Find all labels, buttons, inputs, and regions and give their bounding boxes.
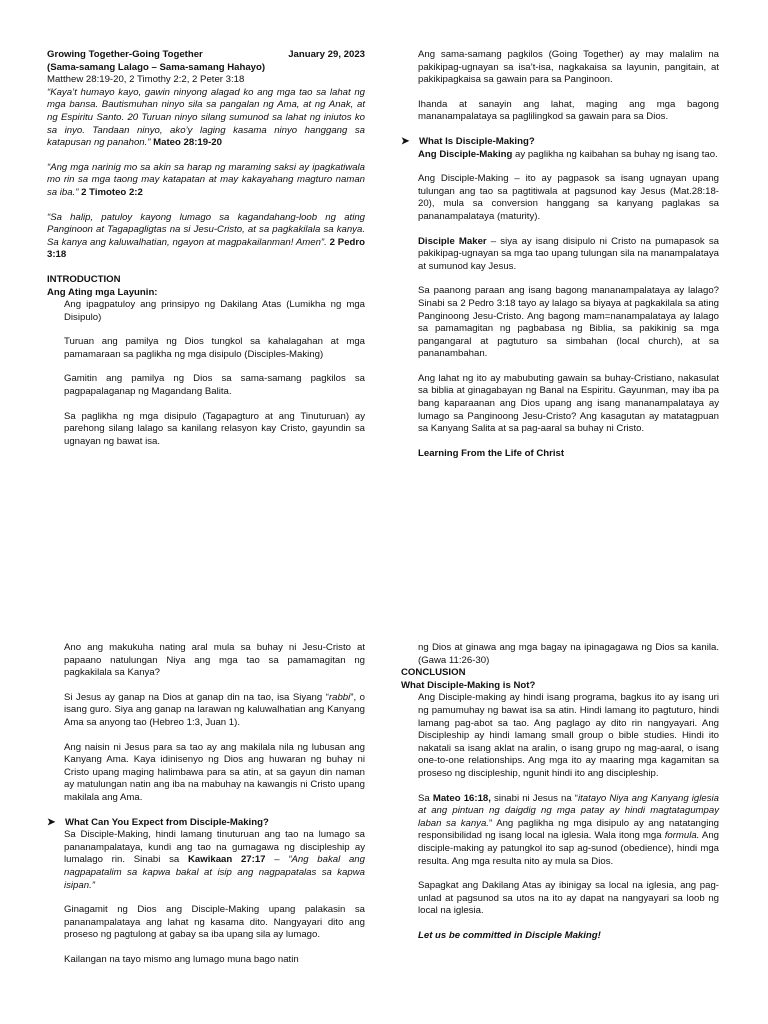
expect-paragraph [47, 829, 365, 892]
disciple-maker-paragraph [401, 236, 719, 274]
god-uses-paragraph: Ginagamit ng Dios ang Disciple-Making upang palakasin sa pananampalataya ang lahat ng kasama dito. Nangyayari dito ang proseso ng pagtulong at gabay sa iba upang sila ay lumago. [64, 904, 365, 941]
matthew-quote: itatayo Niya ang Kanyang iglesia at ang pintuan ng daigdig ng mga patay ay hindi magtatagumpay laban sa kanya. [418, 792, 719, 829]
verse-3-text: “Sa halip, patuloy kayong lumago sa kagandahang-loob ng ating Panginoon at Tagapagligtas na si Jesu-Cristo, at sa pagkakilala sa kanya. Sa kanya ang kaluwalhatian, ngayon at magpakailanman! Amen”. [47, 211, 365, 248]
definition-paragraph [401, 149, 719, 162]
verse-3 [47, 212, 365, 262]
formula-word: formula. [664, 830, 700, 842]
proverbs-quote: “Ang bakal ang nagpapatalim sa kapwa bakal at isip ang nagpapatalas sa kapwa isipan.” [64, 854, 365, 891]
conclusion-heading: CONCLUSION [401, 667, 466, 679]
doc-title: Growing Together-Going Together [47, 49, 203, 60]
expect-heading-text: What Can You Expect from Disciple-Making? [65, 816, 269, 828]
what-is-heading-text: What Is Disciple-Making? [419, 135, 535, 147]
definition-text: ay paglikha ng kaibahan sa buhay ng isang tao. [512, 148, 718, 160]
disciple-maker-text: – siya ay isang disipulo ni Cristo na pumapasok sa pakikipag-ugnayan sa mga tao upang tulungan sila na manampalataya at sumunod kay Jesus. [418, 235, 719, 272]
intro-goal-2: Turuan ang pamilya ng Dios tungkol sa kahalagahan at mga pamamaraan sa paglikha ng mga disipulo (Disciples-Making) [64, 336, 365, 360]
prepare-paragraph: Ihanda at sanayin ang lahat, maging ang mga bagong mananampalataya sa paglilingkod sa gawain para sa Dios. [418, 98, 719, 123]
expect-heading [47, 817, 365, 830]
definition-term: Ang Disciple-Making [418, 148, 513, 160]
matthew-mid: sinabi ni Jesus na “ [490, 792, 578, 804]
what-is-heading [401, 136, 719, 149]
verse-1-ref: Mateo 28:19-20 [153, 137, 222, 149]
jesus-desire-paragraph: Ang naisin ni Jesus para sa tao ay ang makilala nila ng lubusan ang Kanyang Ama. Kaya idinisenyo ng Dios ang huwaran ng buhay ni Cristo upang maging halimbawa para sa atin, at sa gayun din naman ay matulungan natin ang iba na mabuhay na kawangis ni Cristo upang makilala ang Ama. [64, 741, 365, 803]
rabbi-text-a: Si Jesus ay ganap na Dios at ganap din na tao, isa Siyang “ [64, 691, 329, 703]
proverbs-dash: – [265, 854, 289, 866]
intro-goal-4: Sa paglikha ng mga disipulo (Tagapagturo at ang Tinuturuan) ay parehong silang lalago sa kanilang relasyon kay Cristo, gayundin sa ugnayan ng bawat isa. [64, 410, 365, 447]
growth-paragraph: Sa paanong paraan ang isang bagong mananampalataya ay lalago? Sinabi sa 2 Pedro 3:18 tayo ay lalago sa biyaya at pagkakilala sa ating Panginoong Jesu-Cristo. Ang bagong mam=nanampalataya ay lalago sa pamamagitan ng pagbabasa ng Biblia, sa pakikinig sa mga pangangaral at pagtuturo sa simbahan (local church), at sa pananambahan. [418, 285, 719, 360]
rabbi-text-b: ”, o isang guro. Siya ang ganap na larawan ng kaluwalhatian ang Kanyang Ama sa anyong tao (Hebreo 1:3, Juan 1). [64, 691, 365, 728]
top-right-column [401, 49, 719, 460]
matthew-paragraph [401, 793, 719, 869]
matthew-pre: Sa [418, 792, 433, 804]
closing-line: Let us be committed in Disciple Making! [418, 929, 601, 941]
header-row [47, 49, 365, 62]
verse-2-ref: 2 Timoteo 2:2 [81, 186, 143, 198]
verse-1 [47, 87, 365, 150]
grow-first-paragraph: Kailangan na tayo mismo ang lumago muna bago natin [64, 953, 299, 965]
proverbs-ref: Kawikaan 27:17 [187, 854, 266, 866]
great-commission-paragraph: Sapagkat ang Dakilang Atas ay ibinigay sa local na iglesia, ang pag-unlad at pagsunod sa utos na ito ay dapat na nangyayari sa loob ng local na iglesia. [418, 880, 719, 917]
disciple-maker-term: Disciple Maker [418, 235, 487, 247]
learning-heading: Learning From the Life of Christ [418, 447, 565, 459]
bottom-right-column [401, 642, 719, 942]
intro-subheading: Ang Ating mga Layunin: [47, 286, 158, 298]
intro-goal-3: Gamitin ang pamilya ng Dios sa sama-samang pagkilos sa pagpapalaganap ng Magandang Balita. [64, 373, 365, 398]
lesson-question-paragraph: Ano ang makukuha nating aral mula sa buhay ni Jesu-Cristo at papaano natulungan Niya ang mga tao sa pamamagitan ng pagkakilala sa Kanya? [64, 642, 365, 679]
arrow-bullet-icon: ➤ [47, 816, 56, 828]
arrow-bullet-icon: ➤ [401, 135, 410, 147]
doc-subtitle: (Sama-samang Lalago – Sama-samang Hahayo) [47, 61, 266, 73]
not-program-paragraph: Ang Disciple-making ay hindi isang programa, bagkus ito ay isang uri ng pamumuhay ng bawat isa sa atin. Hindi lamang ito pagtuturo, hindi lamang pag-abot sa tao. Ang paglago ay dito rin nangyayari. Ang Discipleship ay hindi lamang small group o bible studies. Hindi ito nakatali sa isang aklat na aralin, o isang grupo ng mag-aaral, o isang one-to-one relationships. Ang mga ito ay maaring mga kagamitan sa proseso ng discipleship, ngunit hindi ito ang discipleship. [418, 692, 719, 779]
not-heading: What Disciple-Making is Not? [401, 679, 536, 691]
top-left-column [47, 49, 365, 448]
expect-text: Sa Disciple-Making, hindi lamang tinuturuan ang tao na lumago sa pananampalataya, kundi ang tao na gumagawa ng discipleship ay lumalago rin. Sinabi sa [64, 829, 365, 866]
jesus-rabbi-paragraph [47, 692, 365, 730]
matthew-post-1: ” Ang paglikha ng mga disipulo ay ang natatanging responsibilidad ng isang local na iglesia. Wala itong mga [418, 817, 720, 842]
disciple-making-paragraph: Ang Disciple-Making – ito ay pagpasok sa isang ugnayan upang tulungan ang tao sa pagtitiwala at pagsunod kay Jesus (Mat.28:18-20), mula sa conversion hanggang sa kanyang paglakas sa pananampalataya (maturity). [418, 173, 719, 222]
rabbi-word: rabbi [328, 691, 351, 703]
verse-3-ref: 2 Pedro 3:18 [47, 236, 365, 261]
verse-1-text: “Kaya’t humayo kayo, gawin ninyong alagad ko ang mga tao sa lahat ng mga bansa. Bautismuhan ninyo sila sa pangalan ng Ama, at ng Anak, at ng Espiritu Santo. 20 Turuan ninyo silang sumunod sa lahat ng iniutos ko sa inyo. Tandaan ninyo, ako’y laging kasama ninyo hanggang sa katapusan ng panahon.” [47, 86, 365, 149]
verse-2 [47, 162, 365, 200]
going-together-paragraph: Ang sama-samang pagkilos (Going Together) ay may malalim na pakikipag-ugnayan sa isa’t-isa, nagkakaisa sa layunin, pangitain, at pakikipagkaisa sa gawain para sa Panginoon. [418, 49, 719, 86]
good-works-paragraph: Ang lahat ng ito ay mabubuting gawain sa buhay-Cristiano, nakasulat sa biblia at ginagabayan ng Banal na Espiritu. Gayunman, may iba pa bang kaparaanan ang Dios upang ang isang mananampalataya ay lumago sa Panginoong Jesu-Cristo? Ang kasagutan ay matatagpuan sa Kanyang Salita at sa pag-aaral sa buhay ni Cristo. [418, 372, 719, 435]
acts-paragraph: ng Dios at ginawa ang mga bagay na ipinagagawa ng Dios sa kanila. (Gawa 11:26-30) [418, 642, 719, 666]
bottom-left-column [47, 642, 365, 966]
doc-date: January 29, 2023 [288, 49, 365, 60]
doc-refs: Matthew 28:19-20, 2 Timothy 2:2, 2 Peter 3:18 [47, 74, 245, 86]
intro-goal-1: Ang ipagpatuloy ang prinsipyo ng Dakilang Atas (Lumikha ng mga Disipulo) [64, 299, 365, 323]
matthew-post-2: Ang disciple-making ay patungkol ito sap ag-sunod (obedience), hindi mga resulta. Ang mga resulta nito ay mula sa Dios. [418, 830, 719, 867]
matthew-ref: Mateo 16:18, [432, 792, 491, 804]
intro-heading: INTRODUCTION [47, 273, 121, 285]
verse-2-text: “Ang mga narinig mo sa akin sa harap ng maraming saksi ay ipagkatiwala mo rin sa mga taong may katapatan at may kakayahang magturo naman sa iba.” [47, 161, 365, 198]
